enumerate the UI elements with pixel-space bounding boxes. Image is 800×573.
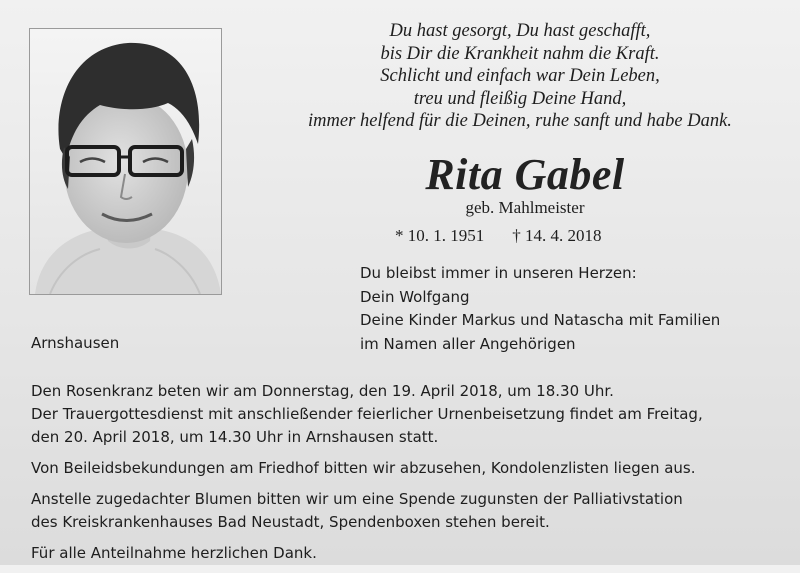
mourners-line: Du bleibst immer in unseren Herzen: — [360, 264, 637, 282]
memorial-poem — [250, 20, 790, 133]
life-dates — [395, 225, 655, 247]
birth-date: * 10. 1. 1951 — [395, 226, 485, 245]
poem-line: Schlicht und einfach war Dein Leben, — [380, 66, 660, 86]
poem-line: immer helfend für die Deinen, ruhe sanft und habe Dank. — [308, 111, 732, 131]
notice-line: Für alle Anteilnahme herzlichen Dank. — [31, 544, 317, 562]
mourners-line: im Namen aller Angehörigen — [360, 334, 576, 353]
notice-line: Von Beileidsbekundungen am Friedhof bitten wir abzusehen, Kondolenzlisten liegen aus. — [31, 459, 696, 477]
place-name: Arnshausen — [31, 334, 120, 352]
portrait-photo — [29, 28, 222, 295]
portrait-image — [30, 29, 221, 294]
funeral-notice — [31, 372, 791, 573]
notice-line: des Kreiskrankenhauses Bad Neustadt, Spendenboxen stehen bereit. — [31, 513, 550, 531]
mourners-block — [360, 262, 790, 356]
deceased-name: Rita Gabel — [425, 150, 625, 199]
notice-line: Der Trauergottesdienst mit anschließender feierlicher Urnenbeisetzung findet am Freitag, — [31, 405, 703, 423]
notice-line: den 20. April 2018, um 14.30 Uhr in Arnshausen statt. — [31, 428, 439, 446]
birth-name: geb. Mahlmeister — [465, 198, 585, 217]
poem-line: bis Dir die Krankheit nahm die Kraft. — [380, 43, 660, 64]
mourners-line: Deine Kinder Markus und Natascha mit Familien — [360, 311, 721, 329]
notice-line: Anstelle zugedachter Blumen bitten wir um eine Spende zugunsten der Palliativstation — [31, 490, 683, 508]
poem-line: treu und fleißig Deine Hand, — [413, 88, 627, 109]
mourners-line: Dein Wolfgang — [360, 287, 470, 306]
notice-line: Den Rosenkranz beten wir am Donnerstag, den 19. April 2018, um 18.30 Uhr. — [31, 382, 614, 400]
death-date: † 14. 4. 2018 — [512, 226, 602, 245]
poem-line: Du hast gesorgt, Du hast geschafft, — [389, 21, 651, 41]
